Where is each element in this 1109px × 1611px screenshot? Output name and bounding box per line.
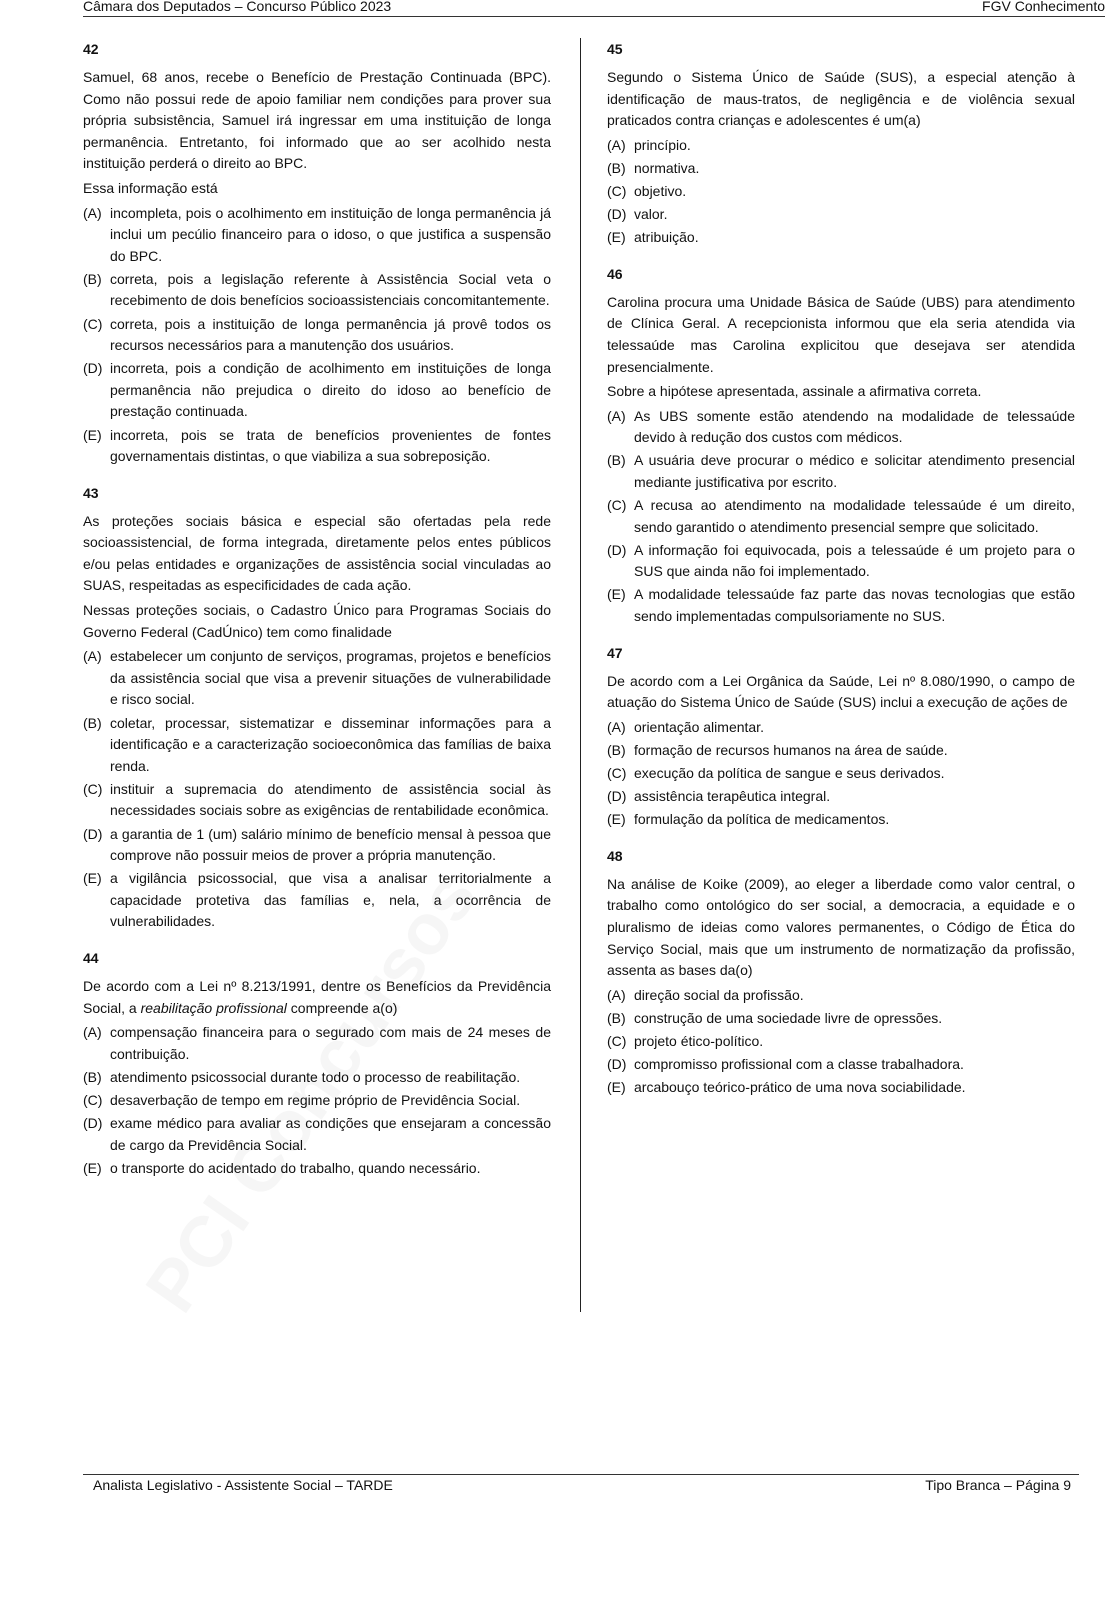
option-text: formação de recursos humanos na área de saúde. — [634, 741, 948, 758]
answer-option — [83, 314, 551, 357]
option-letter: (B) — [83, 270, 102, 287]
option-text: objetivo. — [634, 182, 687, 199]
question-number: 46 — [607, 265, 623, 282]
answer-option — [607, 495, 1075, 538]
option-text: orientação alimentar. — [634, 718, 764, 735]
answer-option — [83, 425, 551, 468]
option-text: normativa. — [634, 159, 700, 176]
answer-option — [83, 358, 551, 423]
option-letter: (B) — [83, 714, 102, 731]
option-letter: (D) — [607, 206, 627, 223]
stem-text: Sobre a hipótese apresentada, assinale a afirmativa correta. — [607, 383, 982, 400]
option-text: a garantia de 1 (um) salário mínimo de benefício mensal à pessoa que comprove não possuir meios de prover a própria manutenção. — [110, 825, 551, 864]
answer-option — [607, 1077, 1075, 1099]
question-42 — [83, 38, 551, 468]
right-column — [607, 38, 1075, 1113]
option-text: A recusa ao atendimento na modalidade telessaúde é um direito, sendo garantido o atendimento presencial sempre que solicitado. — [634, 497, 1075, 535]
question-stem — [607, 874, 1075, 982]
option-text: A informação foi equivocada, pois a telessaúde é um projeto para o SUS que ainda não foi implementado. — [634, 541, 1075, 580]
stem-text: compreende a(o) — [286, 999, 398, 1016]
answer-option — [607, 809, 1075, 831]
option-letter: (B) — [607, 741, 626, 758]
page-footer — [83, 1474, 1079, 1493]
option-letter: (D) — [83, 825, 103, 842]
option-text: compromisso profissional com a classe trabalhadora. — [634, 1056, 964, 1073]
question-stem — [83, 600, 551, 643]
option-text: instituir a supremacia do atendimento de assistência social às necessidades sociais sobre as exigências de rentabilidade econômica. — [110, 780, 551, 819]
option-letter: (A) — [607, 718, 626, 735]
option-letter: (B) — [607, 452, 626, 469]
option-letter: (C) — [607, 765, 627, 782]
question-number: 44 — [83, 949, 99, 966]
option-letter: (D) — [83, 1115, 103, 1132]
option-text: o transporte do acidentado do trabalho, quando necessário. — [110, 1159, 481, 1176]
option-letter: (E) — [83, 426, 102, 443]
option-text: direção social da profissão. — [634, 986, 804, 1003]
question-number: 43 — [83, 484, 99, 501]
answer-option — [607, 717, 1075, 739]
question-stem — [83, 67, 551, 175]
question-48 — [607, 845, 1075, 1099]
option-letter: (E) — [83, 870, 102, 887]
answer-option — [83, 1090, 551, 1112]
option-letter: (D) — [607, 541, 627, 558]
option-text: desaverbação de tempo em regime próprio de Previdência Social. — [110, 1091, 521, 1108]
answer-option — [83, 269, 551, 312]
stem-text: Na análise de Koike (2009), ao eleger a liberdade como valor central, o trabalho como ontológico do ser social, a democracia, a equidade e o pluralismo de ideias como valores permanentes, o Código de Ética do Serviço Social, mais que um instrumento de normatização da profissão, assenta as bases da(o) — [607, 875, 1075, 979]
question-stem — [607, 381, 1075, 403]
option-letter: (E) — [607, 811, 626, 828]
question-stem — [607, 671, 1075, 714]
question-43 — [83, 482, 551, 933]
option-text: incompleta, pois o acolhimento em instituição de longa permanência já inclui um pecúlio financeiro para o idoso, o que justifica a suspensão do BPC. — [110, 204, 551, 264]
option-letter: (E) — [607, 1079, 626, 1096]
option-letter: (B) — [607, 1009, 626, 1026]
answer-option — [83, 868, 551, 933]
question-stem — [83, 511, 551, 597]
question-46 — [607, 263, 1075, 628]
option-letter: (E) — [607, 586, 626, 603]
answer-option — [607, 158, 1075, 180]
option-letter: (C) — [607, 1032, 627, 1049]
question-stem — [83, 976, 551, 1019]
option-text: formulação da política de medicamentos. — [634, 811, 890, 828]
option-letter: (A) — [607, 986, 626, 1003]
stem-text: Carolina procura uma Unidade Básica de Saúde (UBS) para atendimento de Clínica Geral. A recepcionista informou que ela seria atendida via telessaúde mas Carolina explicitou que desejava ser atendida presencialmente. — [607, 293, 1075, 375]
answer-option — [607, 135, 1075, 157]
option-letter: (D) — [607, 1056, 627, 1073]
header-organizer: FGV Conhecimento — [982, 0, 1105, 14]
option-letter: (A) — [83, 1024, 102, 1041]
option-text: coletar, processar, sistematizar e disseminar informações para a identificação e a caracterização socioeconômica das famílias de baixa renda. — [110, 714, 551, 774]
option-text: atribuição. — [634, 229, 699, 246]
question-number: 42 — [83, 41, 99, 57]
option-text: estabelecer um conjunto de serviços, programas, projetos e benefícios da assistência social que visa a prevenir situações de vulnerabilidade e risco social. — [110, 648, 551, 708]
option-letter: (C) — [83, 780, 103, 797]
answer-option — [83, 1158, 551, 1180]
answer-option — [83, 824, 551, 867]
option-letter: (C) — [83, 315, 103, 332]
option-text: incorreta, pois se trata de benefícios provenientes de fontes governamentais distintas, o que viabiliza a sua sobreposição. — [110, 426, 551, 465]
option-text: correta, pois a legislação referente à Assistência Social veta o recebimento de dois benefícios socioassistenciais concomitantemente. — [110, 270, 551, 309]
question-45 — [607, 38, 1075, 249]
answer-option — [83, 1067, 551, 1089]
option-text: incorreta, pois a condição de acolhimento em instituições de longa permanência não prejudica o direito do idoso ao benefício de prestação continuada. — [110, 360, 551, 420]
answer-option — [607, 763, 1075, 785]
stem-text: Segundo o Sistema Único de Saúde (SUS), a especial atenção à identificação de maus-tratos, de negligência e de violência sexual praticados contra crianças e adolescentes é um(a) — [607, 69, 1075, 129]
option-text: As UBS somente estão atendendo na modalidade de telessaúde devido à redução dos custos com médicos. — [634, 407, 1075, 446]
answer-option — [607, 1031, 1075, 1053]
question-stem — [607, 67, 1075, 132]
option-text: projeto ético-político. — [634, 1032, 764, 1049]
option-letter: (B) — [83, 1068, 102, 1085]
option-text: valor. — [634, 206, 668, 223]
column-divider — [580, 38, 581, 1312]
option-text: correta, pois a instituição de longa permanência já provê todos os recursos necessários para a manutenção dos usuários. — [110, 315, 551, 354]
question-number: 45 — [607, 41, 623, 57]
answer-option — [83, 713, 551, 778]
answer-option — [607, 227, 1075, 249]
left-column — [83, 38, 551, 1193]
question-number: 48 — [607, 847, 623, 864]
answer-option — [83, 779, 551, 822]
stem-text: De acordo com a Lei nº 8.213/1991, dentre os Benefícios da Previdência Social, a — [83, 977, 551, 1016]
answer-option — [607, 181, 1075, 203]
page-header — [83, 0, 1105, 17]
option-text: arcabouço teórico-prático de uma nova sociabilidade. — [634, 1079, 966, 1096]
footer-position: Analista Legislativo - Assistente Social – TARDE — [93, 1477, 393, 1493]
stem-text: Essa informação está — [83, 179, 218, 196]
stem-text: Samuel, 68 anos, recebe o Benefício de Prestação Continuada (BPC). Como não possui rede de apoio familiar nem condições para prover sua própria subsistência, Samuel irá ingressar em uma instituição de longa permanência. Entretanto, foi informado que ao ser acolhido nesta instituição perderá o direito ao BPC. — [83, 69, 551, 172]
stem-emphasis: reabilitação profissional — [140, 999, 287, 1016]
answer-option — [607, 450, 1075, 493]
option-letter: (C) — [607, 182, 627, 199]
stem-text: Nessas proteções sociais, o Cadastro Único para Programas Sociais do Governo Federal (CadÚnico) tem como finalidade — [83, 602, 551, 640]
option-letter: (D) — [607, 788, 627, 805]
option-letter: (B) — [607, 159, 626, 176]
answer-option — [607, 406, 1075, 449]
option-letter: (A) — [83, 204, 102, 221]
option-letter: (E) — [607, 229, 626, 246]
answer-option — [607, 1054, 1075, 1076]
option-text: a vigilância psicossocial, que visa a analisar territorialmente a capacidade protetiva das famílias e, nela, a ocorrência de vulnerabilidades. — [110, 870, 551, 930]
answer-option — [83, 646, 551, 711]
option-letter: (A) — [83, 648, 102, 665]
footer-page-info: Tipo Branca – Página 9 — [925, 1477, 1071, 1493]
answer-option — [607, 985, 1075, 1007]
answer-option — [607, 204, 1075, 226]
question-47 — [607, 642, 1075, 831]
answer-option — [607, 740, 1075, 762]
answer-option — [83, 1113, 551, 1156]
answer-option — [83, 203, 551, 268]
answer-option — [607, 540, 1075, 583]
question-number: 47 — [607, 644, 623, 661]
answer-option — [607, 786, 1075, 808]
option-text: assistência terapêutica integral. — [634, 788, 831, 805]
option-text: compensação financeira para o segurado com mais de 24 meses de contribuição. — [110, 1024, 551, 1062]
answer-option — [83, 1022, 551, 1065]
header-exam-title: Câmara dos Deputados – Concurso Público 2023 — [83, 0, 392, 14]
option-letter: (C) — [83, 1091, 103, 1108]
question-stem — [83, 178, 551, 200]
option-text: A modalidade telessaúde faz parte das novas tecnologias que estão sendo implementadas compulsoriamente no SUS. — [634, 586, 1075, 625]
question-44 — [83, 947, 551, 1179]
option-letter: (E) — [83, 1159, 102, 1176]
option-letter: (A) — [607, 407, 626, 424]
option-text: construção de uma sociedade livre de opressões. — [634, 1009, 943, 1026]
option-text: exame médico para avaliar as condições que ensejaram a concessão de cargo da Previdência Social. — [110, 1115, 551, 1153]
option-text: A usuária deve procurar o médico e solicitar atendimento presencial mediante justificativa por escrito. — [634, 452, 1075, 490]
option-letter: (C) — [607, 497, 627, 514]
option-letter: (A) — [607, 136, 626, 153]
answer-option — [607, 1008, 1075, 1030]
stem-text: De acordo com a Lei Orgânica da Saúde, Lei nº 8.080/1990, o campo de atuação do Sistema Único de Saúde (SUS) inclui a execução de ações de — [607, 672, 1075, 711]
stem-text: As proteções sociais básica e especial são ofertadas pela rede socioassistencial, de forma integrada, diretamente pelos entes públicos e/ou pelas entidades e organizações de assistência social vinculadas ao SUAS, respeitadas as especificidades de cada ação. — [83, 512, 551, 594]
answer-option — [607, 584, 1075, 627]
option-text: princípio. — [634, 136, 691, 153]
question-stem — [607, 292, 1075, 378]
option-text: execução da política de sangue e seus derivados. — [634, 765, 945, 782]
option-letter: (D) — [83, 360, 103, 377]
option-text: atendimento psicossocial durante todo o processo de reabilitação. — [110, 1068, 521, 1085]
